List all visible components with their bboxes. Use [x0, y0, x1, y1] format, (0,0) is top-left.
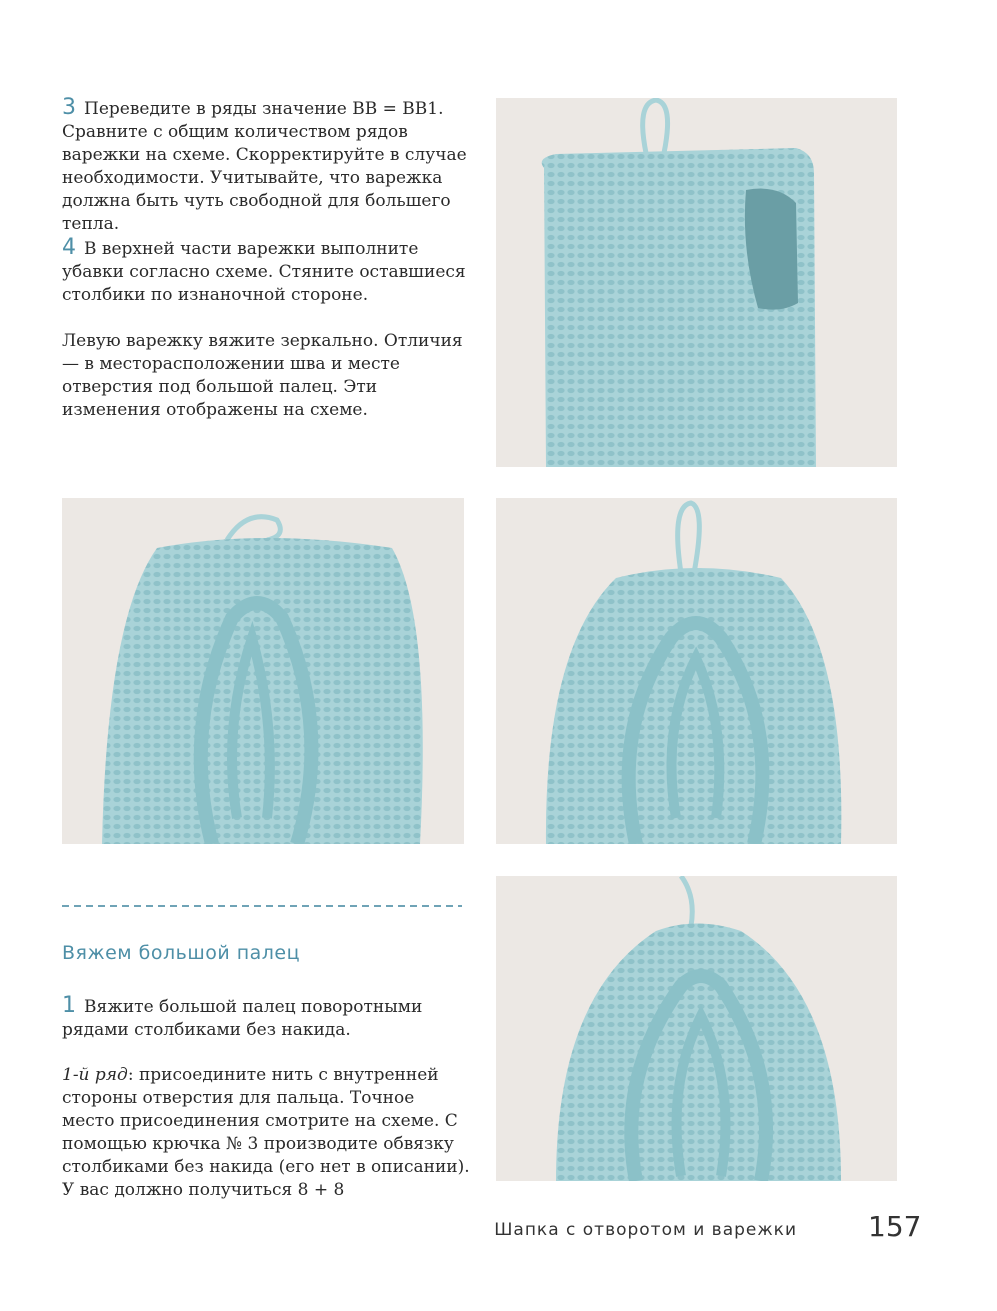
- photo-mitten-cable-2: [496, 498, 897, 844]
- step-text: Вяжите большой палец поворотными рядами столбиками без накида.: [62, 997, 423, 1040]
- photo-mitten-cable-3: [496, 876, 897, 1181]
- step-text: В верхней части варежки выполните убавки согласно схеме. Стяните оставшиеся столбики по изнаночной стороне.: [62, 239, 466, 305]
- dashed-divider: [62, 904, 462, 908]
- section-title: Вяжем большой палец: [62, 942, 301, 964]
- mirror-note: Левую варежку вяжите зеркально. Отличия — в месторасположении шва и месте отверстия под большой палец. Эти изменения отображены на схеме.: [62, 331, 463, 420]
- photo-mitten-thumb-hole: [496, 98, 897, 467]
- footer-title: Шапка с отворотом и варежки: [494, 1220, 797, 1240]
- mitten-photo-4: [496, 876, 897, 1181]
- step-3: [62, 96, 472, 236]
- mitten-photo-3: [496, 498, 897, 844]
- step-number: 1: [62, 993, 76, 1018]
- row-1-instructions: [62, 1064, 472, 1202]
- step-text: Переведите в ряды значение ВВ = ВВ1. Сравните с общим количеством рядов варежки на схеме. Скорректируйте в случае необходимости. Учитывайте, что варежка должна быть чуть свободной для большего тепла.: [62, 99, 467, 234]
- page-number: 157: [868, 1210, 922, 1243]
- step-number: 3: [62, 95, 76, 120]
- step-number: 4: [62, 235, 76, 260]
- row-label: 1-й ряд: [62, 1065, 128, 1085]
- mitten-photo-1: [496, 98, 897, 467]
- step-4: [62, 236, 472, 307]
- row-text: : присоедините нить с внутренней стороны отверстия для пальца. Точное место присоединения смотрите на схеме. С помощью крючка № 3 производите обвязку столбиками без накида (его нет в описании). У вас должно получиться 8 + 8: [62, 1065, 470, 1200]
- thumb-step-1: [62, 994, 472, 1042]
- mitten-photo-2: [62, 498, 464, 844]
- photo-mitten-cable-1: [62, 498, 464, 844]
